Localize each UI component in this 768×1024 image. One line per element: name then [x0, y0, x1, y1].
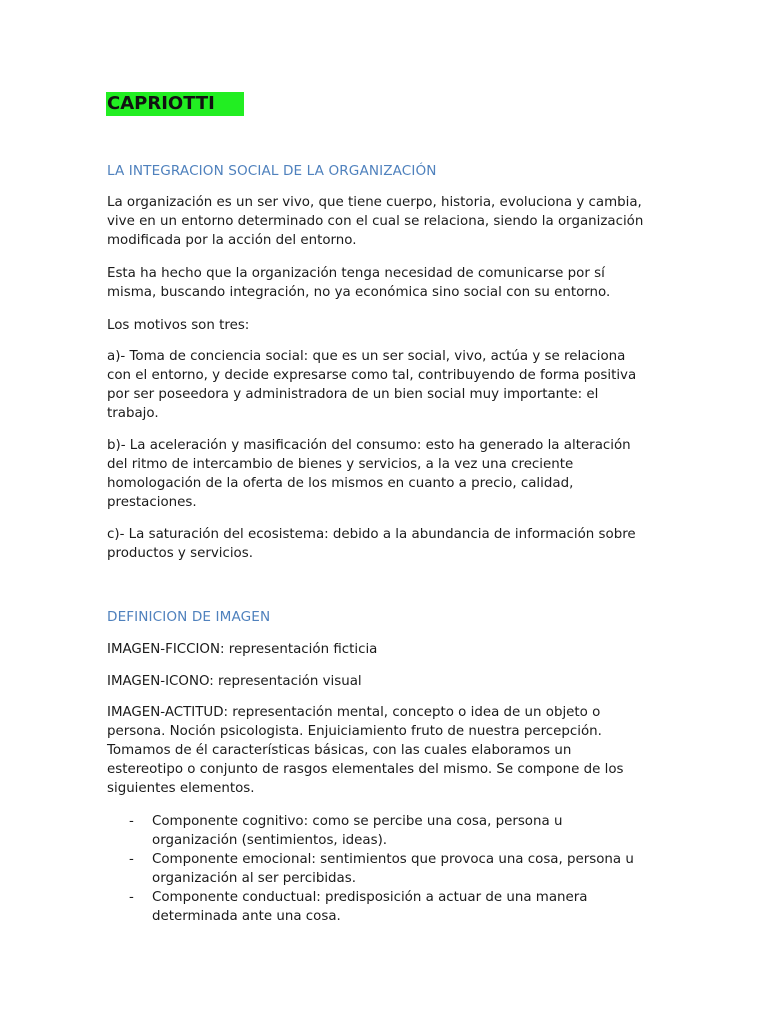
section-heading-imagen: DEFINICION DE IMAGEN [107, 609, 271, 625]
paragraph-comunicarse [107, 264, 667, 302]
paragraph-line: siguientes elementos. [107, 781, 255, 796]
paragraph-line: del ritmo de intercambio de bienes y servicios, a la vez una creciente [107, 457, 574, 472]
list-item-line: Componente conductual: predisposición a actuar de una manera [152, 890, 588, 905]
dash-bullet: - [129, 890, 134, 905]
dash-bullet: - [129, 852, 134, 867]
component-list [107, 812, 667, 926]
paragraph-line: trabajo. [107, 406, 159, 421]
paragraph-motivos [107, 316, 667, 335]
paragraph-imagen-actitud [107, 703, 667, 798]
paragraph-organizacion [107, 193, 667, 250]
paragraph-motivo-a [107, 347, 667, 423]
paragraph-line: por ser poseedora y administradora de un bien social muy importante: el [107, 387, 599, 402]
paragraph-line: a)- Toma de conciencia social: que es un ser social, vivo, actúa y se relaciona [107, 349, 626, 364]
dash-bullet: - [129, 814, 134, 829]
paragraph-line: productos y servicios. [107, 546, 253, 561]
list-item [107, 888, 667, 926]
list-item [107, 850, 667, 888]
list-item [107, 812, 667, 850]
paragraph-line: modificada por la acción del entorno. [107, 233, 357, 248]
paragraph-line: IMAGEN-ICONO: representación visual [107, 674, 362, 689]
paragraph-motivo-b [107, 436, 667, 512]
paragraph-line: Los motivos son tres: [107, 318, 250, 333]
list-item-line: Componente emocional: sentimientos que provoca una cosa, persona u [152, 852, 634, 867]
paragraph-imagen-icono [107, 672, 667, 691]
paragraph-line: con el entorno, y decide expresarse como tal, contribuyendo de forma positiva [107, 368, 637, 383]
document-title: CAPRIOTTI [106, 92, 244, 116]
paragraph-line: prestaciones. [107, 495, 197, 510]
list-item-line: determinada ante una cosa. [152, 909, 341, 924]
paragraph-line: c)- La saturación del ecosistema: debido a la abundancia de información sobre [107, 527, 636, 542]
paragraph-line: estereotipo o conjunto de rasgos elementales del mismo. Se compone de los [107, 762, 624, 777]
paragraph-imagen-ficcion [107, 640, 667, 659]
paragraph-line: La organización es un ser vivo, que tiene cuerpo, historia, evoluciona y cambia, [107, 195, 642, 210]
paragraph-line: b)- La aceleración y masificación del consumo: esto ha generado la alteración [107, 438, 631, 453]
list-item-line: organización (sentimientos, ideas). [152, 833, 388, 848]
section-heading-integracion: LA INTEGRACION SOCIAL DE LA ORGANIZACIÓN [107, 163, 437, 179]
paragraph-motivo-c [107, 525, 667, 563]
paragraph-line: Tomamos de él características básicas, con las cuales elaboramos un [107, 743, 572, 758]
paragraph-line: homologación de la oferta de los mismos en cuanto a precio, calidad, [107, 476, 574, 491]
list-item-line: organización al ser percibidas. [152, 871, 356, 886]
list-item-line: Componente cognitivo: como se percibe una cosa, persona u [152, 814, 563, 829]
paragraph-line: persona. Noción psicologista. Enjuiciamiento fruto de nuestra percepción. [107, 724, 602, 739]
paragraph-line: IMAGEN-FICCION: representación ficticia [107, 642, 378, 657]
paragraph-line: vive en un entorno determinado con el cual se relaciona, siendo la organización [107, 214, 644, 229]
paragraph-line: IMAGEN-ACTITUD: representación mental, concepto o idea de un objeto o [107, 705, 601, 720]
paragraph-line: Esta ha hecho que la organización tenga necesidad de comunicarse por sí [107, 266, 605, 281]
paragraph-line: misma, buscando integración, no ya económica sino social con su entorno. [107, 285, 611, 300]
